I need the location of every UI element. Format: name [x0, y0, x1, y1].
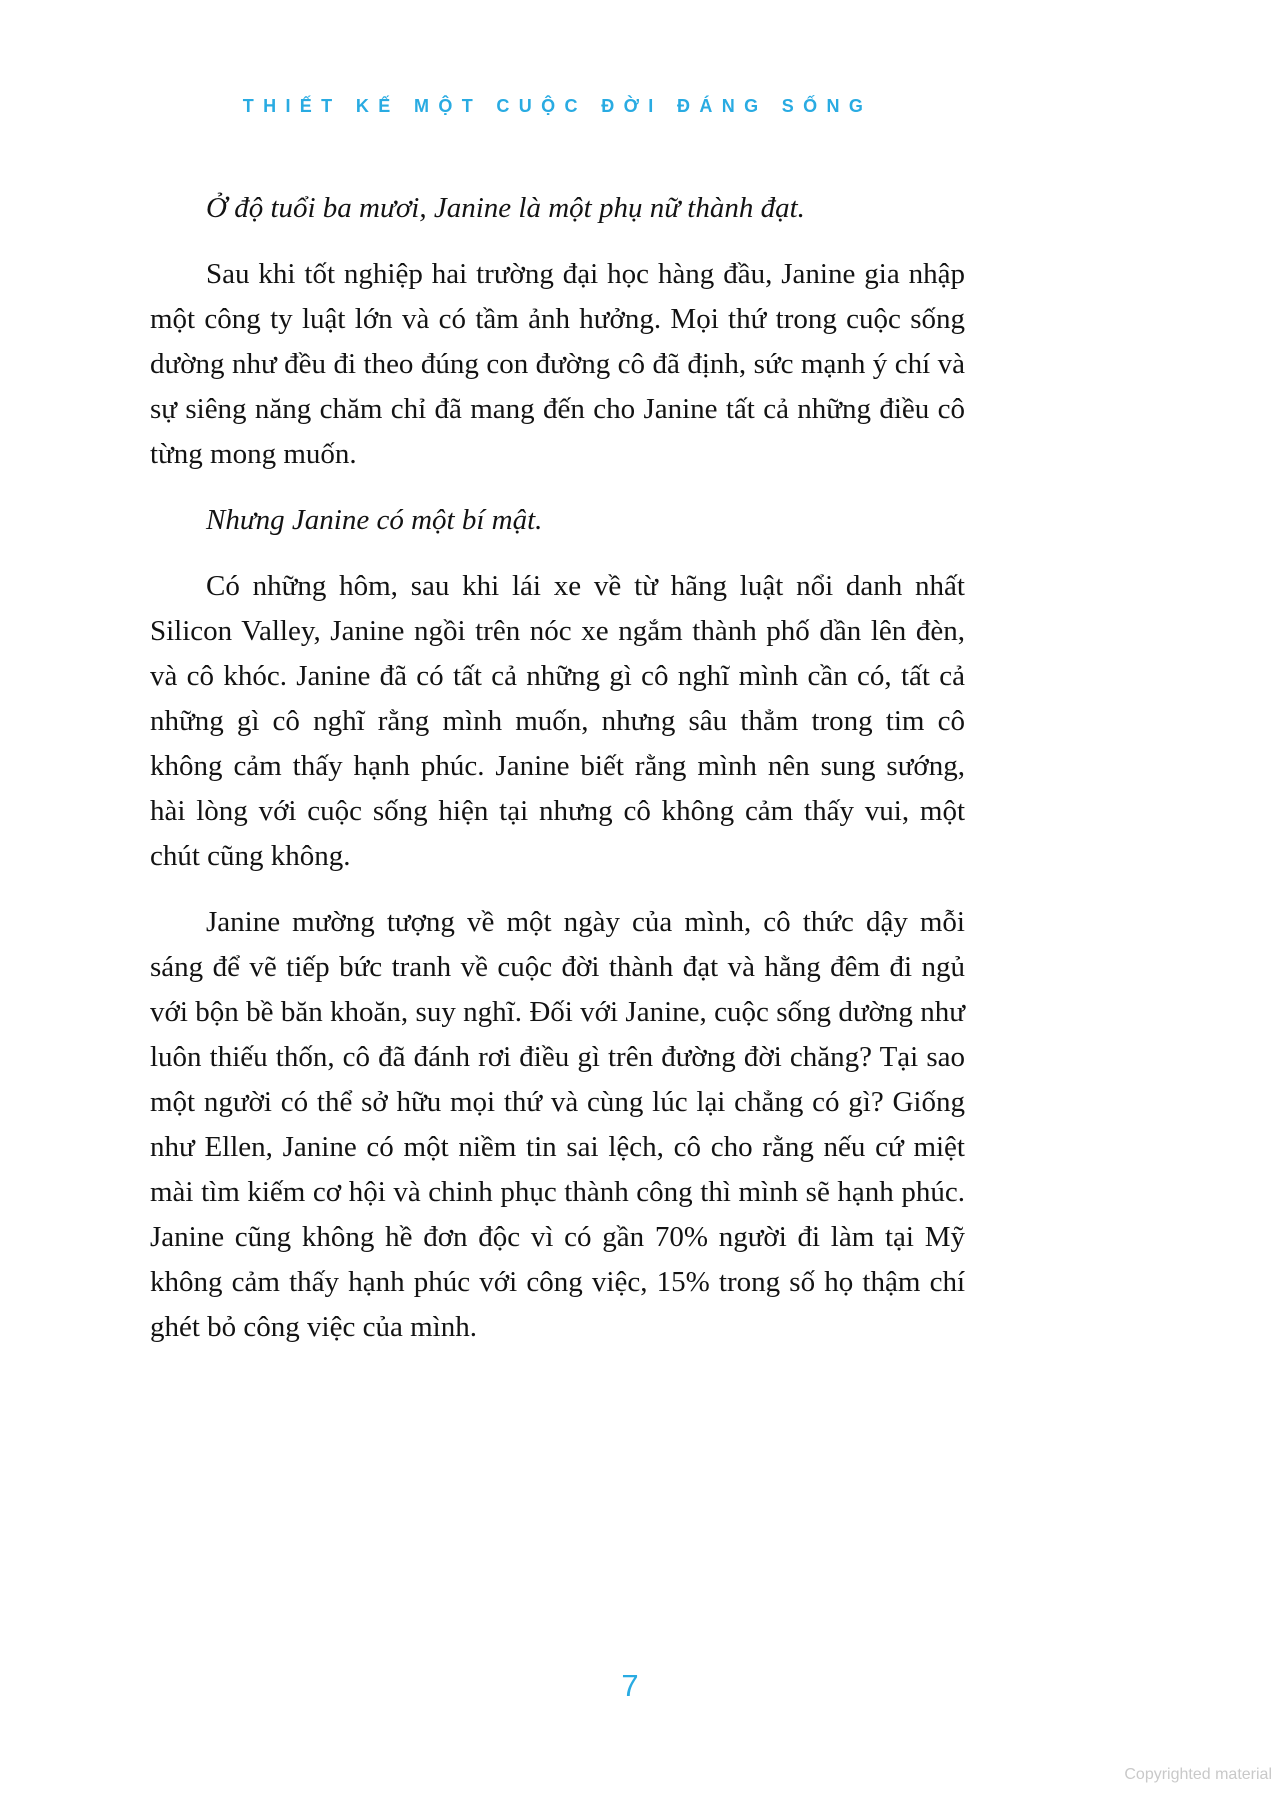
paragraph: Sau khi tốt nghiệp hai trường đại học hàng đầu, Janine gia nhập một công ty luật lớn và có tầm ảnh hưởng. Mọi thứ trong cuộc sống dường như đều đi theo đúng con đường cô đã định, sức mạnh ý chí và sự siêng năng chăm chỉ đã mang đến cho Janine tất cả những điều cô từng mong muốn. — [150, 258, 965, 470]
copyright-watermark: Copyrighted material — [1124, 1766, 1272, 1783]
running-header: THIẾT KẾ MỘT CUỘC ĐỜI ĐÁNG SỐNG — [242, 96, 873, 116]
page-number: 7 — [621, 1668, 639, 1703]
paragraph: Janine mường tượng về một ngày của mình, cô thức dậy mỗi sáng để vẽ tiếp bức tranh về cuộc đời thành đạt và hằng đêm đi ngủ với bộn bề băn khoăn, suy nghĩ. Đối với Janine, cuộc sống dường như luôn thiếu thốn, cô đã đánh rơi điều gì trên đường đời chăng? Tại sao một người có thể sở hữu mọi thứ và cùng lúc lại chẳng có gì? Giống như Ellen, Janine có một niềm tin sai lệch, cô cho rằng nếu cứ miệt mài tìm kiếm cơ hội và chinh phục thành công thì mình sẽ hạnh phúc. Janine cũng không hề đơn độc vì có gần 70% người đi làm tại Mỹ không cảm thấy hạnh phúc với công việc, 15% trong số họ thậm chí ghét bỏ công việc của mình. — [150, 906, 965, 1343]
body-text — [150, 186, 965, 1371]
paragraph-secret-italic: Nhưng Janine có một bí mật. — [206, 504, 543, 536]
paragraph: Có những hôm, sau khi lái xe về từ hãng luật nổi danh nhất Silicon Valley, Janine ngồi trên nóc xe ngắm thành phố dần lên đèn, và cô khóc. Janine đã có tất cả những gì cô nghĩ mình cần có, tất cả những gì cô nghĩ rằng mình muốn, nhưng sâu thẳm trong tim cô không cảm thấy hạnh phúc. Janine biết rằng mình nên sung sướng, hài lòng với cuộc sống hiện tại nhưng cô không cảm thấy vui, một chút cũng không. — [150, 570, 965, 872]
paragraph-intro-italic: Ở độ tuổi ba mươi, Janine là một phụ nữ thành đạt. — [206, 192, 805, 224]
